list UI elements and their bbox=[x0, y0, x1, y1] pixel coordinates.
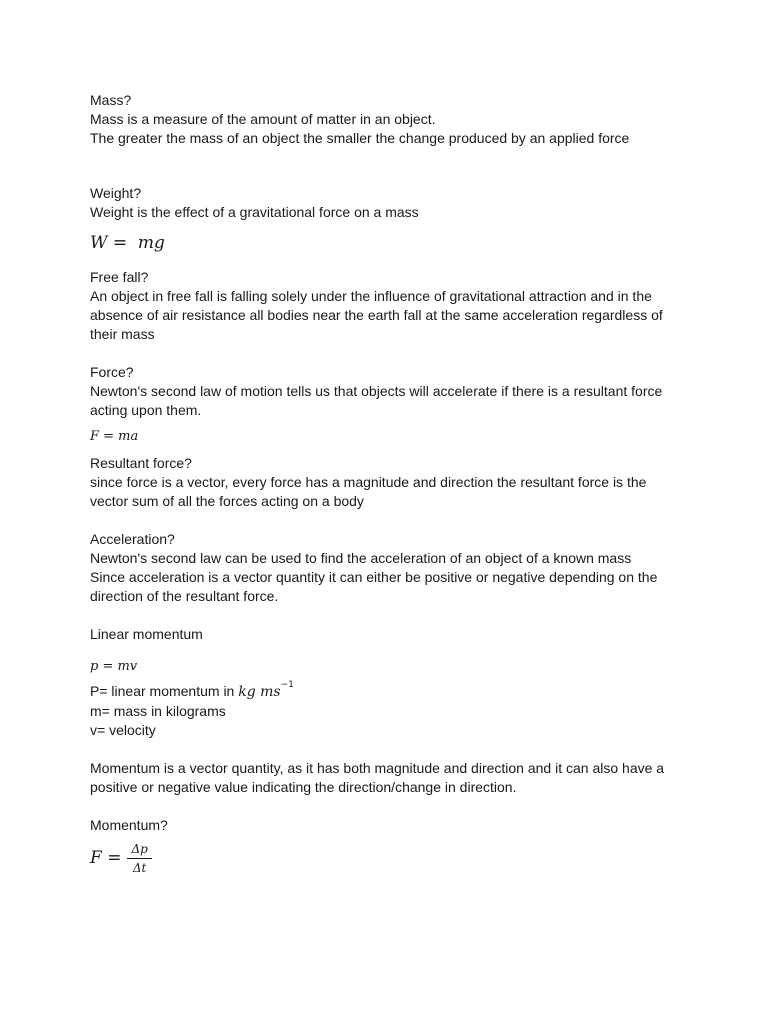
free-fall-text-line-3: their mass bbox=[90, 326, 155, 342]
section-weight bbox=[90, 184, 680, 254]
momentum-note-line-2: positive or negative value indicating the direction/change in direction. bbox=[90, 779, 517, 795]
spacer bbox=[90, 797, 680, 816]
momentum-equation: p = mv bbox=[90, 659, 138, 674]
acceleration-text-line-2: Since acceleration is a vector quantity it can either be positive or negative depending on the bbox=[90, 569, 658, 585]
force-equation: F = ma bbox=[90, 429, 139, 444]
section-resultant-force bbox=[90, 454, 680, 511]
resultant-force-text-line-2: vector sum of all the forces acting on a body bbox=[90, 493, 364, 509]
acceleration-text-line-1: Newton's second law can be used to find the acceleration of an object of a known mass bbox=[90, 550, 632, 566]
section-momentum bbox=[90, 816, 680, 876]
heading-free-fall: Free fall? bbox=[90, 269, 149, 285]
weight-equation: W = mg bbox=[90, 233, 165, 253]
definition-v: v= velocity bbox=[90, 722, 156, 738]
heading-linear-momentum: Linear momentum bbox=[90, 626, 203, 642]
impulse-equation bbox=[90, 841, 680, 876]
section-force bbox=[90, 363, 680, 446]
impulse-fraction bbox=[127, 841, 151, 876]
impulse-equation-lhs: F = bbox=[90, 848, 122, 868]
weight-text-line-1: Weight is the effect of a gravitational force on a mass bbox=[90, 204, 419, 220]
free-fall-text-line-1: An object in free fall is falling solely under the influence of gravitational attraction and in the bbox=[90, 288, 652, 304]
section-free-fall bbox=[90, 268, 680, 344]
force-text-line-2: acting upon them. bbox=[90, 402, 202, 418]
spacer bbox=[90, 511, 680, 530]
definition-p bbox=[90, 676, 680, 702]
force-text-line-1: Newton's second law of motion tells us that objects will accelerate if there is a resultant force bbox=[90, 383, 663, 399]
heading-acceleration: Acceleration? bbox=[90, 531, 175, 547]
heading-resultant-force: Resultant force? bbox=[90, 455, 192, 471]
momentum-note-line-1: Momentum is a vector quantity, as it has both magnitude and direction and it can also have a bbox=[90, 760, 665, 776]
impulse-numerator: Δp bbox=[127, 841, 151, 859]
impulse-denominator: Δt bbox=[132, 861, 147, 875]
definition-p-text: P= linear momentum in bbox=[90, 683, 239, 699]
mass-text-line-1: Mass is a measure of the amount of matter in an object. bbox=[90, 111, 436, 127]
heading-mass: Mass? bbox=[90, 92, 132, 108]
spacer bbox=[90, 606, 680, 625]
definition-p-exponent: −1 bbox=[280, 680, 294, 690]
heading-weight: Weight? bbox=[90, 185, 142, 201]
definition-p-unit: kg ms bbox=[238, 684, 281, 700]
acceleration-text-line-3: direction of the resultant force. bbox=[90, 588, 279, 604]
heading-momentum: Momentum? bbox=[90, 817, 168, 833]
spacer bbox=[90, 344, 680, 363]
free-fall-text-line-2: absence of air resistance all bodies near the earth fall at the same acceleration regardless of bbox=[90, 307, 663, 323]
mass-text-line-2: The greater the mass of an object the smaller the change produced by an applied force bbox=[90, 130, 630, 146]
spacer bbox=[90, 148, 680, 184]
heading-force: Force? bbox=[90, 364, 134, 380]
section-linear-momentum bbox=[90, 625, 680, 797]
document-page bbox=[90, 91, 680, 876]
section-acceleration bbox=[90, 530, 680, 606]
resultant-force-text-line-1: since force is a vector, every force has a magnitude and direction the resultant force is the bbox=[90, 474, 647, 490]
definition-m: m= mass in kilograms bbox=[90, 703, 226, 719]
section-mass bbox=[90, 91, 680, 148]
spacer bbox=[90, 740, 680, 759]
